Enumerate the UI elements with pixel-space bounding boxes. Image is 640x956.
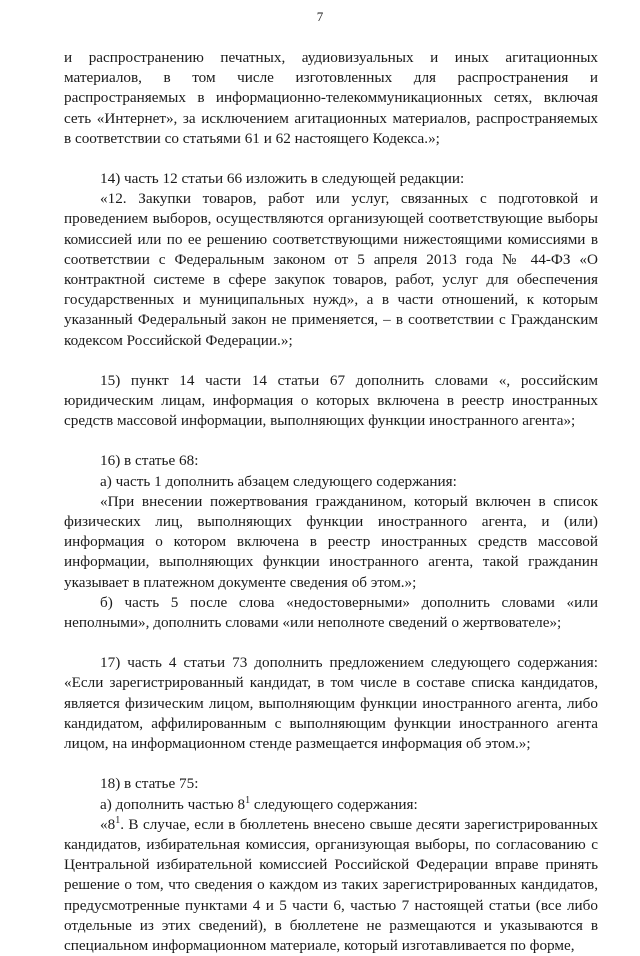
superscript: 1 <box>115 814 121 826</box>
paragraph-item-15: 15) пункт 14 части 14 статьи 67 дополнить словами «, российским юридическим лицам, информация о которых включена в реестр иностранных средств массовой информации, выполняющих функции иностранного агента»; <box>64 371 598 430</box>
text-segment: «8 <box>100 815 116 833</box>
text-segment: а) дополнить частью 8 <box>100 795 246 813</box>
paragraph-item-18: 18) в статье 75: <box>100 775 199 793</box>
paragraph-item-14: 14) часть 12 статьи 66 изложить в следующей редакции: <box>100 170 465 188</box>
paragraph-quote-12: «12. Закупки товаров, работ или услуг, связанных с подготовкой и проведением выборов, осуществляются организующей соответствующие выборы комиссией или по ее решению соответствующими нижестоящими комиссиями в соответствии с Федеральным законом от 5 апреля 2013 года № 44-ФЗ «О контрактной системе в сфере закупок товаров, работ, услуг для обеспечения государственных и муниципальных нужд», а в части отношений, к которым указанный Федеральный закон не применяется, – в соответствии с Гражданским кодексом Российской Федерации.»; <box>64 190 598 349</box>
page-number: 7 <box>316 9 324 24</box>
text-segment: . В случае, если в бюллетень внесено свыше десяти зарегистрированных кандидатов, избирательная комиссия, организующая выборы, по согласованию с Центральной избирательной комиссией Российской Федерации вправе принять решение о том, что сведения о каждом из таких зарегистрированных кандидатов, предусмотренные пунктами 4 и 5 части 6, частью 7 настоящей статьи (все либо отдельные из этих сведений), в бюллетене не размещаются и указываются в специальном информационном материале, который изготавливается по форме, <box>64 815 598 954</box>
paragraph-item-16a: а) часть 1 дополнить абзацем следующего содержания: <box>100 472 457 490</box>
paragraph-quote-donation: «При внесении пожертвования гражданином, который включен в список физических лиц, выполняющих функции иностранного агента, и (или) информация о котором включена в реестр иностранных средств массовой информации, выполняющих функции иностранного агента, такой гражданин указывает в платежном документе сведения об этом.»; <box>64 492 598 591</box>
paragraph-item-18a <box>64 795 598 815</box>
superscript: 1 <box>245 794 251 806</box>
paragraph-item-16b: б) часть 5 после слова «недостоверными» дополнить словами «или неполными», дополнить словами «или неполноте сведений о жертвователе»; <box>64 593 598 632</box>
text-segment: следующего содержания: <box>250 795 418 813</box>
document-body <box>64 48 598 956</box>
paragraph-item-16: 16) в статье 68: <box>100 452 199 470</box>
paragraph-item-17: 17) часть 4 статьи 73 дополнить предложением следующего содержания: «Если зарегистрированный кандидат, в том числе в составе списка кандидатов, является физическим лицом, выполняющим функции иностранного агента, либо кандидатом, аффилированным с выполняющим функции иностранного агента лицом, на информационном стенде размещается информация об этом.»; <box>64 654 598 753</box>
paragraph-continuation: и распространению печатных, аудиовизуальных и иных агитационных материалов, в том числе изготовленных для распространения и распространяемых в информационно-телекоммуникационных сетях, включая сеть «Интернет», за исключением агитационных материалов, распространяемых в соответствии со статьями 61 и 62 настоящего Кодекса.»; <box>64 49 598 147</box>
paragraph-quote-8-1 <box>64 815 598 956</box>
